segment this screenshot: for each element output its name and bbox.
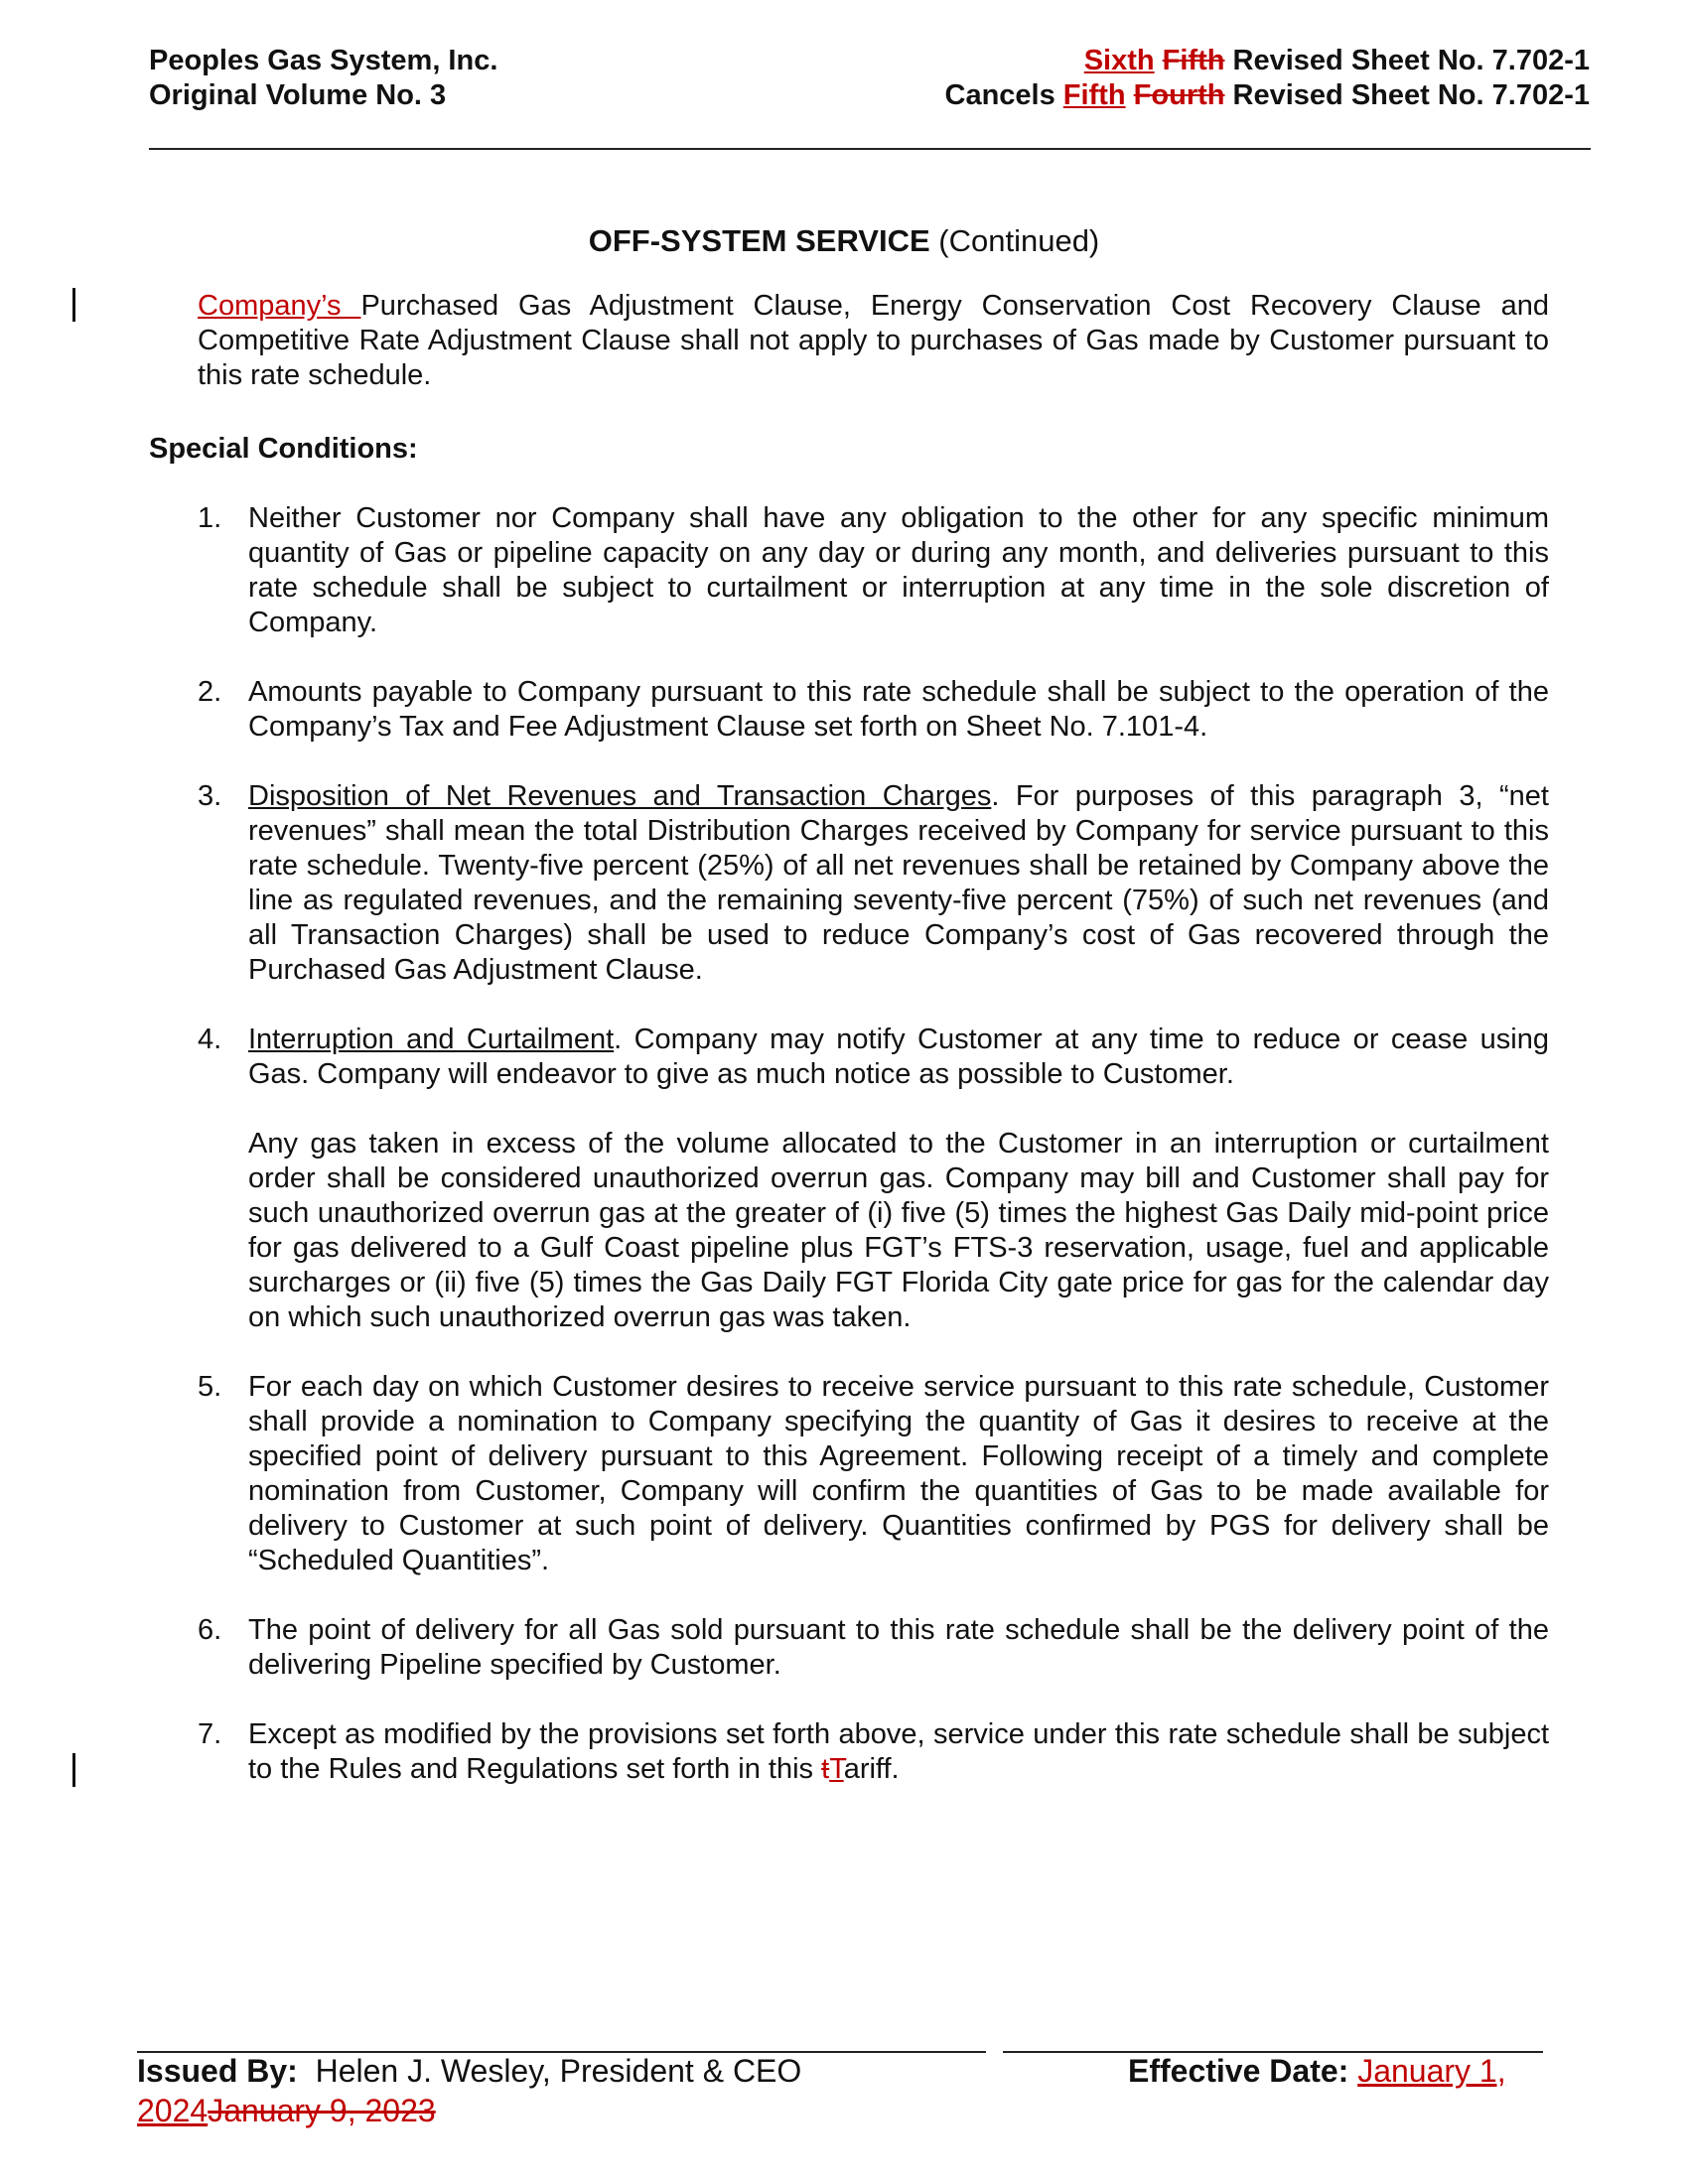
cancels-prefix: Cancels	[944, 79, 1055, 111]
condition-item: The point of delivery for all Gas sold pursuant to this rate schedule shall be the delivery point of the delivering Pipeline specified by Customer.	[248, 1614, 1549, 1681]
special-conditions-heading: Special Conditions:	[149, 433, 418, 465]
title-bold: OFF-SYSTEM SERVICE	[588, 223, 930, 258]
item-heading: Interruption and Curtailment	[248, 1024, 615, 1055]
item-text-end: ariff.	[843, 1753, 900, 1785]
issued-name: Helen J. Wesley, President & CEO	[315, 2053, 802, 2089]
inserted-date: January 1,	[1357, 2053, 1506, 2089]
header-left	[149, 44, 497, 113]
header-divider	[149, 148, 1591, 150]
inserted-date: 2024	[137, 2093, 209, 2128]
item-text: . For purposes of this paragraph 3, “net revenues” shall mean the total Distribution Charges received by Company for service pursuant to this rate schedule. Twenty-five percent (25%) of all net revenues shall be retained by Company above the line as regulated revenues, and the remaining seventy-five percent (75%) of such net revenues (and all Transaction Charges) shall be used to reduce Company’s cost of Gas recovered through the Purchased Gas Adjustment Clause.	[248, 780, 1549, 986]
condition-item: Neither Customer nor Company shall have any obligation to the other for any specific minimum quantity of Gas or pipeline capacity on any day or during any month, and deliveries pursuant to this rate schedule shall be subject to curtailment or interruption at any time in the sole discretion of Company.	[248, 502, 1549, 638]
condition-item	[248, 1023, 1549, 1092]
deleted-text: t	[821, 1753, 830, 1785]
sheet-number-line	[945, 44, 1591, 78]
condition-item: For each day on which Customer desires to receive service pursuant to this rate schedule, Customer shall provide a nomination to Company specifying the quantity of Gas it desires to receive at the specified point of delivery pursuant to this Agreement. Following receipt of a timely and complete nomination from Customer, Company will confirm the quantities of Gas to be made available for delivery to Customer at such point of delivery. Quantities confirmed by PGS for delivery shall be “Scheduled Quantities”.	[248, 1371, 1549, 1576]
deleted-date: January 9, 2023	[208, 2093, 436, 2128]
header-right	[945, 44, 1591, 113]
volume-label: Original Volume No. 3	[149, 79, 447, 111]
page-title	[149, 223, 1539, 259]
condition-item	[248, 779, 1549, 988]
effective-date-continued	[137, 2091, 436, 2130]
item-text: Except as modified by the provisions set forth above, service under this rate schedule shall be subject to the Rules and Regulations set forth in this	[248, 1718, 1549, 1785]
issued-label: Issued By:	[137, 2053, 298, 2089]
inserted-text: Fifth	[1062, 79, 1126, 111]
company-name: Peoples Gas System, Inc.	[149, 45, 498, 76]
item-number: 4.	[198, 1024, 222, 1055]
item-number: 3.	[198, 780, 222, 812]
effective-label: Effective Date:	[1128, 2053, 1349, 2089]
cancelled-sheet-number: Revised Sheet No. 7.702-1	[1232, 79, 1590, 111]
deleted-text: Fourth	[1133, 79, 1225, 111]
intro-paragraph	[198, 289, 1549, 393]
condition-item-continued: Any gas taken in excess of the volume allocated to the Customer in an interruption or curtailment order shall be considered unauthorized overrun gas. Company may bill and Customer shall pay for such unauthorized overrun gas at the greater of (i) five (5) times the highest Gas Daily mid-point price for gas delivered to a Gulf Coast pipeline plus FGT’s FTS-3 reservation, usage, fuel and applicable surcharges or (ii) five (5) times the Gas Daily FGT Florida City gate price for gas for the calendar day on which such unauthorized overrun gas was taken.	[248, 1128, 1549, 1333]
change-bar	[72, 288, 75, 322]
item-number: 6.	[198, 1614, 222, 1646]
inserted-text: T	[829, 1753, 844, 1785]
issued-by	[137, 2051, 801, 2091]
intro-text: Purchased Gas Adjustment Clause, Energy Conservation Cost Recovery Clause and Competitive Rate Adjustment Clause shall not apply to purchases of Gas made by Customer pursuant to this rate schedule.	[198, 290, 1549, 391]
item-number: 1.	[198, 502, 222, 534]
change-bar	[72, 1753, 75, 1787]
item-heading: Disposition of Net Revenues and Transaction Charges	[248, 780, 992, 812]
condition-item: Amounts payable to Company pursuant to this rate schedule shall be subject to the operation of the Company’s Tax and Fee Adjustment Clause set forth on Sheet No. 7.101-4.	[248, 676, 1549, 743]
inserted-text: Company’s	[198, 290, 361, 322]
item-text: . Company may notify Customer at any time to reduce or cease using Gas. Company will endeavor to give as much notice as possible to Customer.	[248, 1024, 1549, 1090]
cancels-line	[945, 78, 1591, 113]
effective-date	[1128, 2051, 1506, 2091]
sheet-number: Revised Sheet No. 7.702-1	[1232, 45, 1590, 76]
deleted-text: Fifth	[1162, 45, 1225, 76]
item-number: 7.	[198, 1718, 222, 1750]
item-number: 5.	[198, 1371, 222, 1403]
item-number: 2.	[198, 676, 222, 708]
inserted-text: Sixth	[1083, 45, 1155, 76]
condition-item	[248, 1717, 1549, 1787]
title-continued: (Continued)	[938, 223, 1100, 258]
